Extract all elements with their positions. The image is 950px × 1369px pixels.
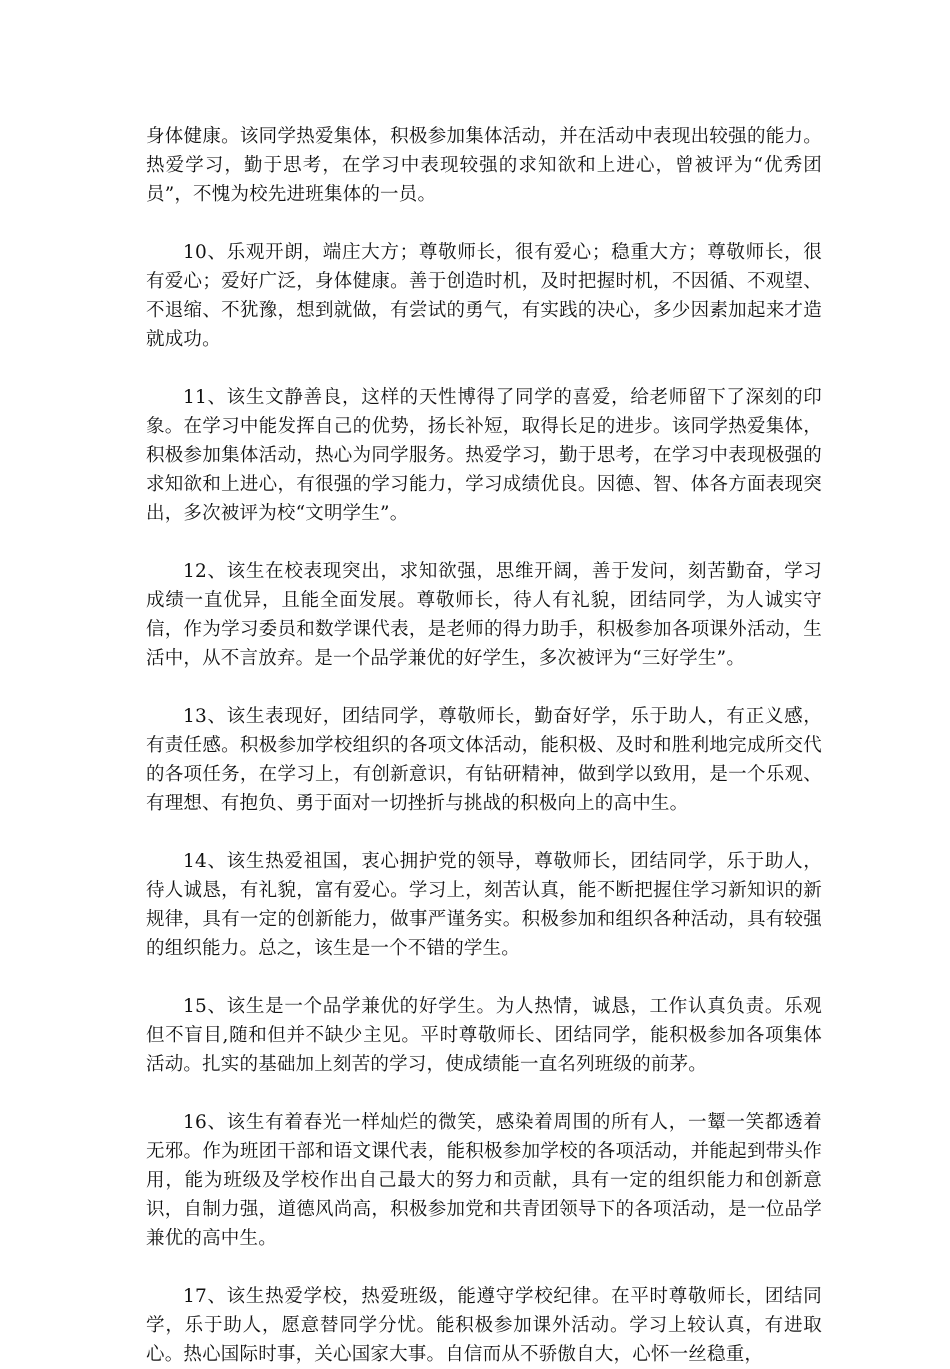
paragraph-item-15: 15、该生是一个品学兼优的好学生。为人热情，诚恳，工作认真负责。乐观但不盲目,随和但并不缺少主见。平时尊敬师长、团结同学，能积极参加各项集体活动。扎实的基础加上刻苦的学习，使成绩能一直名列班级的前茅。 <box>146 996 822 1075</box>
paragraph-item-11: 11、该生文静善良，这样的天性博得了同学的喜爱，给老师留下了深刻的印象。在学习中能发挥自己的优势，扬长补短，取得长足的进步。该同学热爱集体，积极参加集体活动，热心为同学服务。热爱学习，勤于思考，在学习中表现极强的求知欲和上进心，有很强的学习能力，学习成绩优良。因德、智、体各方面表现突出，多次被评为校“文明学生”。 <box>146 387 822 524</box>
paragraph-item-16: 16、该生有着春光一样灿烂的微笑，感染着周围的所有人，一颦一笑都透着无邪。作为班团干部和语文课代表，能积极参加学校的各项活动，并能起到带头作用，能为班级及学校作出自己最大的努力和贡献，具有一定的组织能力和创新意识，自制力强，道德风尚高，积极参加党和共青团领导下的各项活动，是一位品学兼优的高中生。 <box>146 1112 822 1249</box>
paragraph-item-17: 17、该生热爱学校，热爱班级，能遵守学校纪律。在平时尊敬师长，团结同学，乐于助人，愿意替同学分忧。能积极参加课外活动。学习上较认真，有进取心。热心国际时事，关心国家大事。自信而从不骄傲自大，心怀一丝稳重， <box>146 1286 822 1365</box>
paragraph-item-12: 12、该生在校表现突出，求知欲强，思维开阔，善于发问，刻苦勤奋，学习成绩一直优异，且能全面发展。尊敬师长，待人有礼貌，团结同学，为人诚实守信，作为学习委员和数学课代表，是老师的得力助手，积极参加各项课外活动，生活中，从不言放弃。是一个品学兼优的好学生，多次被评为“三好学生”。 <box>146 561 822 669</box>
paragraph-item-14: 14、该生热爱祖国，衷心拥护党的领导，尊敬师长，团结同学，乐于助人，待人诚恳，有礼貌，富有爱心。学习上，刻苦认真，能不断把握住学习新知识的新规律，具有一定的创新能力，做事严谨务实。积极参加和组织各种活动，具有较强的组织能力。总之，该生是一个不错的学生。 <box>146 851 822 959</box>
document-body <box>146 122 822 1369</box>
paragraph-item-10: 10、乐观开朗，端庄大方；尊敬师长，很有爱心；稳重大方；尊敬师长，很有爱心；爱好广泛，身体健康。善于创造时机，及时把握时机，不因循、不观望、不退缩、不犹豫，想到就做，有尝试的勇气，有实践的决心，多少因素加起来才造就成功。 <box>146 242 822 350</box>
paragraph-item-13: 13、该生表现好，团结同学，尊敬师长，勤奋好学，乐于助人，有正义感，有责任感。积极参加学校组织的各项文体活动，能积极、及时和胜利地完成所交代的各项任务，在学习上，有创新意识，有钻研精神，做到学以致用，是一个乐观、有理想、有抱负、勇于面对一切挫折与挑战的积极向上的高中生。 <box>146 706 822 814</box>
paragraph-continuation: 身体健康。该同学热爱集体，积极参加集体活动，并在活动中表现出较强的能力。热爱学习，勤于思考，在学习中表现较强的求知欲和上进心，曾被评为“优秀团员”，不愧为校先进班集体的一员。 <box>146 126 822 205</box>
